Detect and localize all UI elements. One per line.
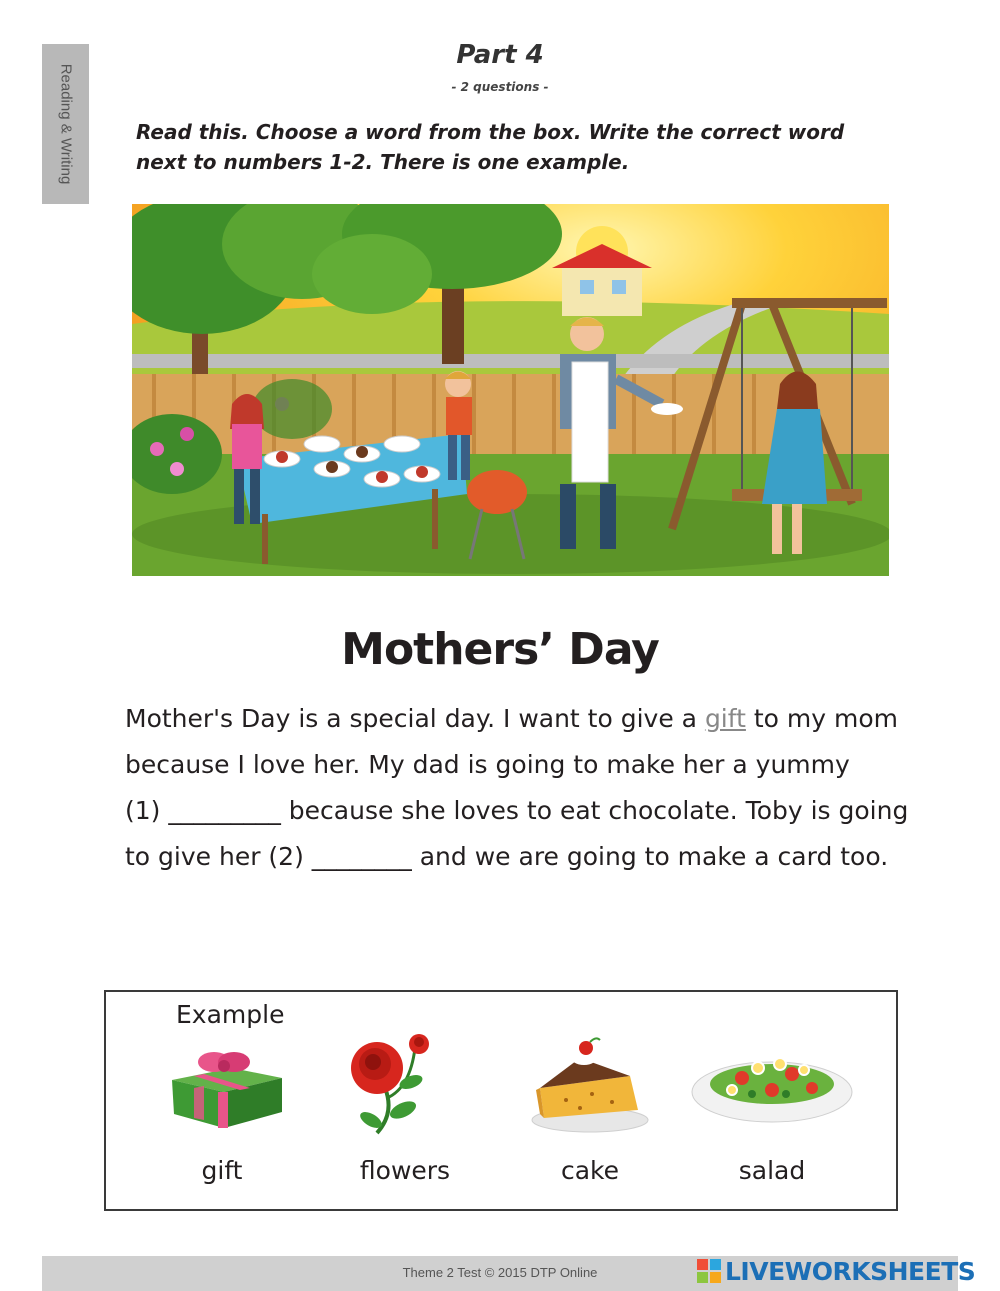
word-label: gift — [201, 1156, 243, 1185]
rose-icon — [315, 1028, 495, 1138]
instructions — [136, 117, 896, 177]
story-line-3: (1) _________ because she loves to eat chocolate. Toby is going — [125, 796, 909, 825]
word-box — [104, 990, 898, 1211]
story-line-1 — [125, 696, 925, 742]
part-title: Part 4 — [456, 40, 544, 70]
family-picnic-illustration — [132, 204, 889, 576]
cake-icon — [500, 1028, 680, 1138]
example-answer: gift — [704, 704, 746, 733]
word-label: flowers — [359, 1156, 451, 1185]
story-title: Mothers’ Day — [341, 624, 659, 675]
example-label: Example — [176, 1000, 285, 1029]
copyright-credit: Theme 2 Test © 2015 DTP Online — [402, 1265, 598, 1280]
word-option-gift[interactable] — [132, 1028, 312, 1208]
instruction-line-2: next to numbers 1-2. There is one example. — [136, 150, 630, 174]
story-line-1-end: to my mom — [745, 704, 899, 733]
story-text — [125, 696, 925, 880]
word-option-salad[interactable] — [682, 1028, 862, 1208]
word-option-cake[interactable] — [500, 1028, 680, 1208]
brand-name: LIVEWORKSHEETS — [725, 1257, 976, 1286]
word-label: salad — [738, 1156, 806, 1185]
instruction-line-1: Read this. Choose a word from the box. Write the correct word — [136, 120, 845, 144]
salad-icon — [682, 1028, 862, 1138]
gift-icon — [132, 1028, 312, 1138]
side-tab-label: Reading & Writing — [57, 63, 74, 185]
story-line-1-start: Mother's Day is a special day. I want to give a — [125, 704, 705, 733]
word-option-flowers[interactable] — [315, 1028, 495, 1208]
story-line-4: to give her (2) ________ and we are going to make a card too. — [125, 842, 889, 871]
liveworksheets-logo-icon — [697, 1259, 721, 1283]
word-label: cake — [560, 1156, 620, 1185]
part-subtitle: - 2 questions - — [451, 80, 549, 94]
story-line-2: because I love her. My dad is going to make her a yummy — [125, 750, 850, 779]
